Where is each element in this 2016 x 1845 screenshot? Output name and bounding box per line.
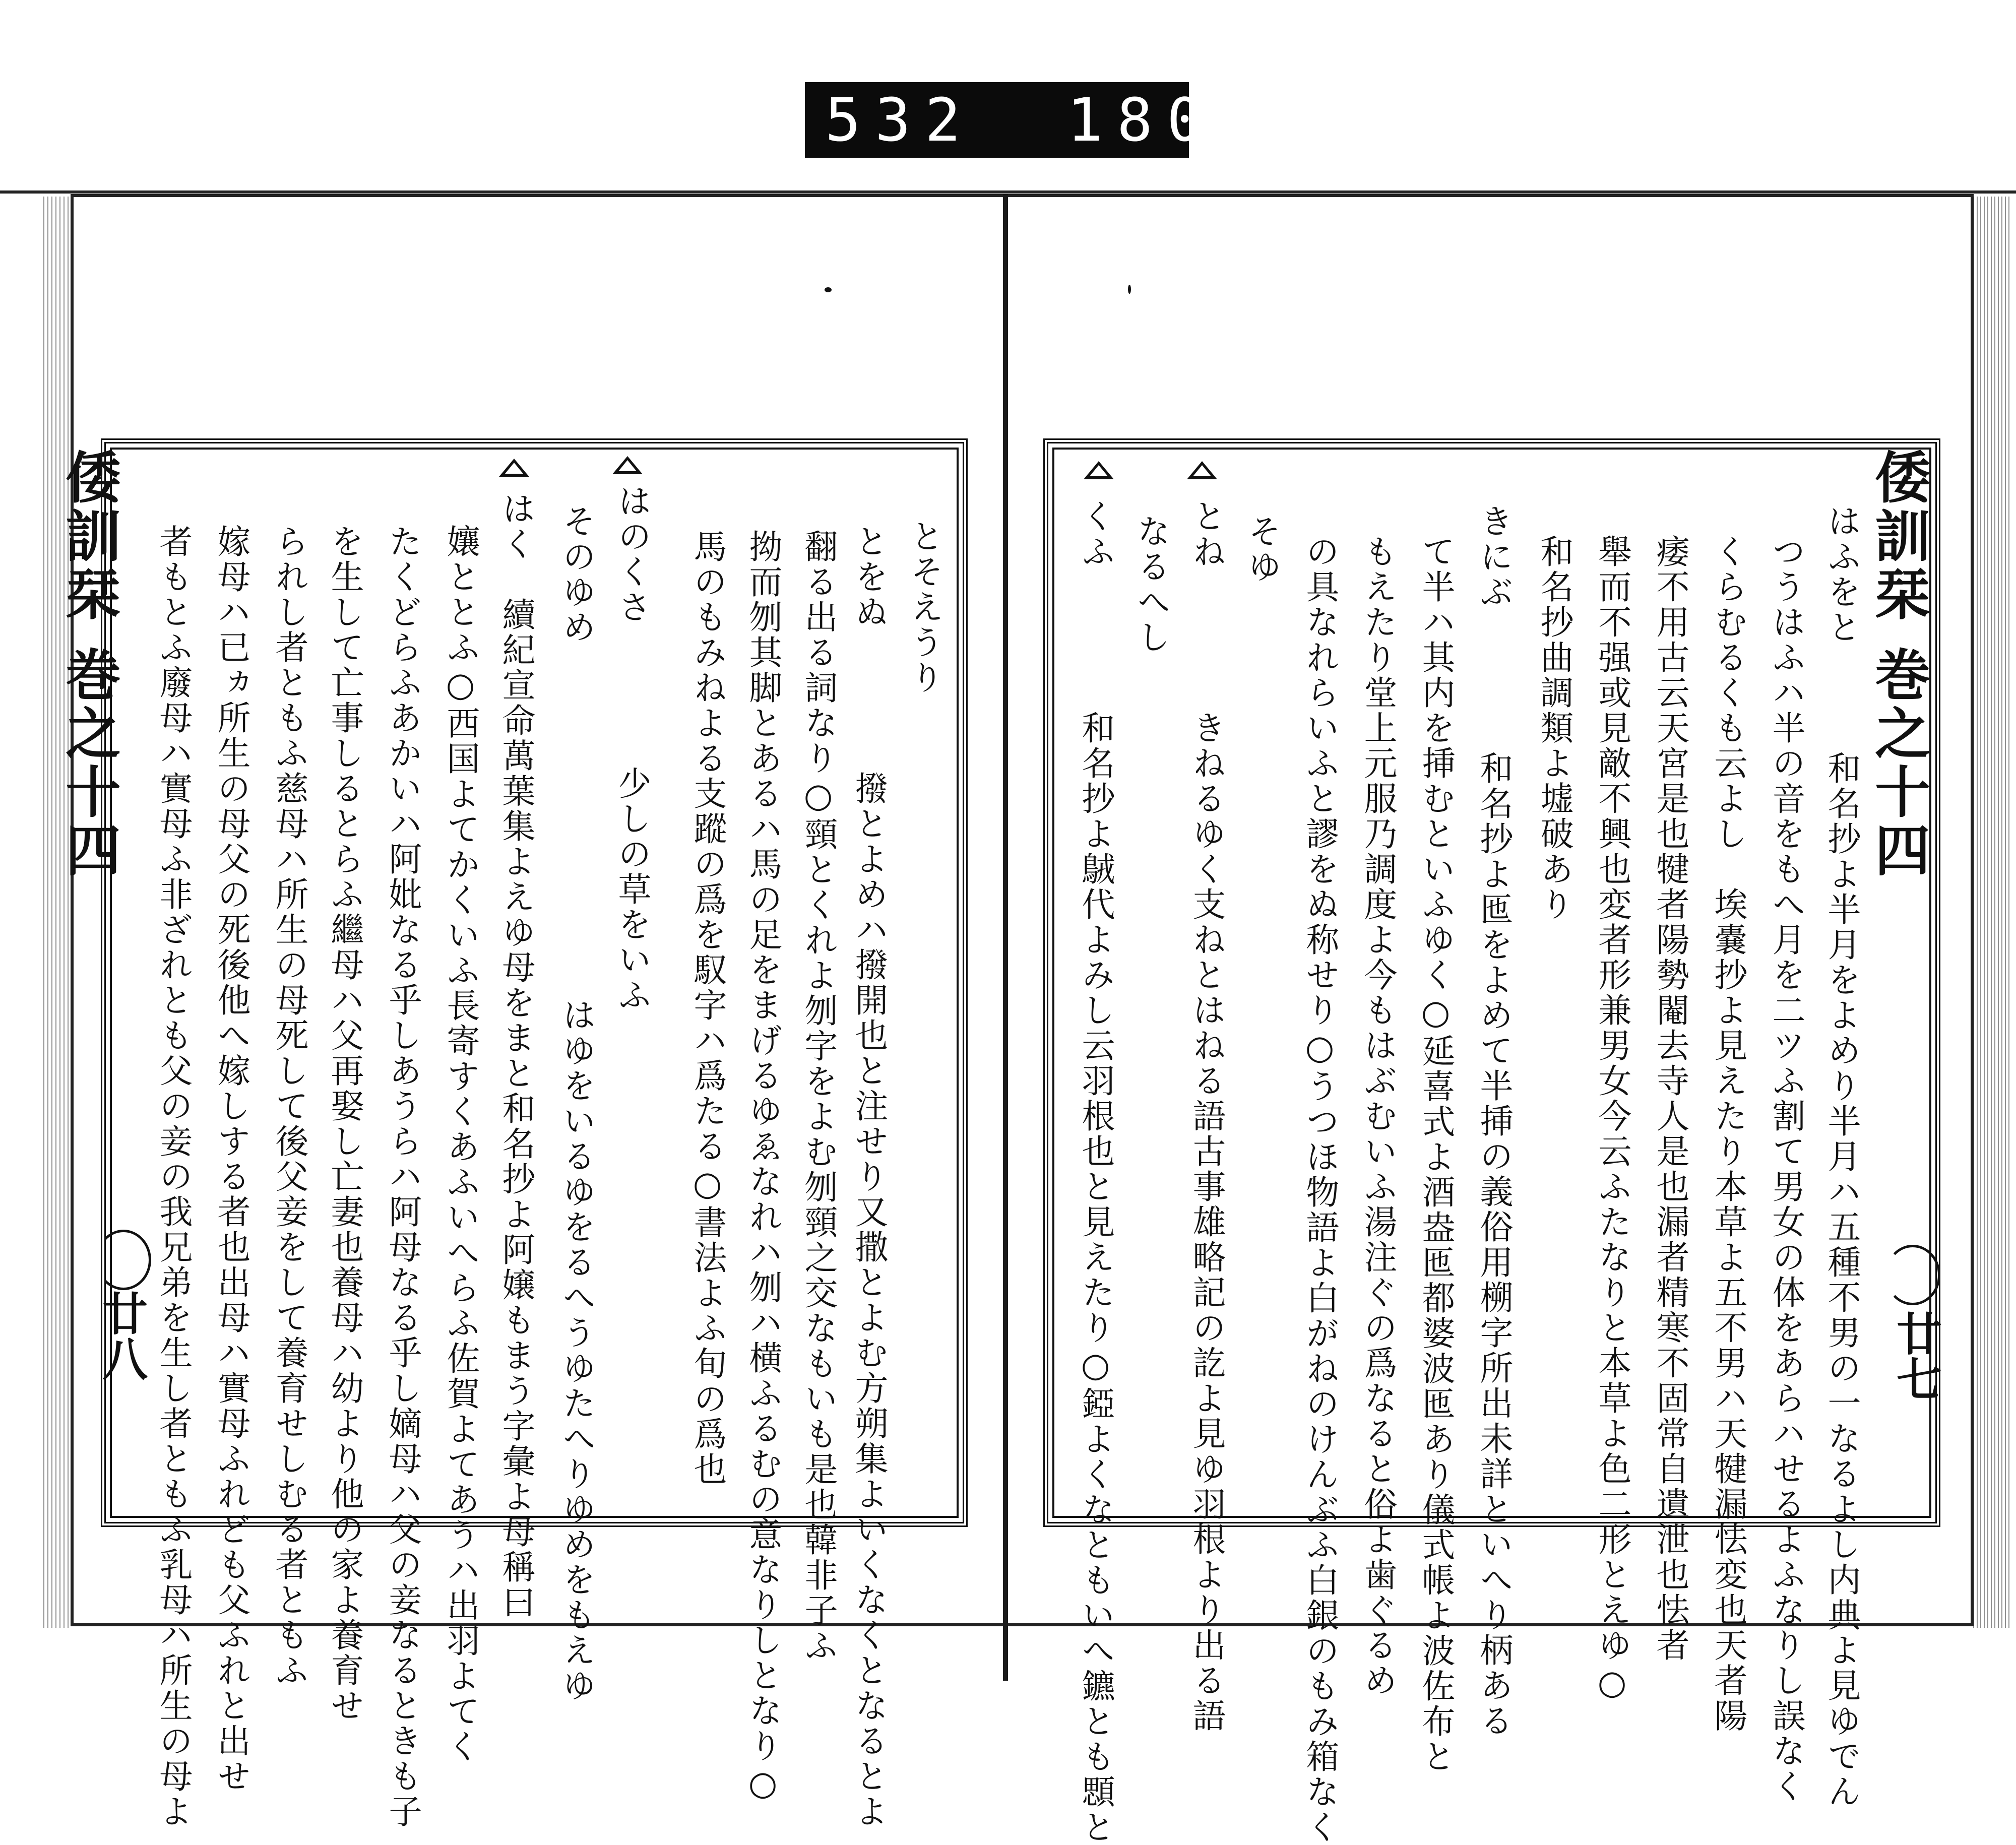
- left-text-column: はく 續紀宣命萬葉集よえゆ母をまと和名抄よ阿嬢もまう字彙よ母稱曰: [496, 491, 535, 1620]
- right-text-column: 和名抄曲調類よ墟破あり: [1535, 534, 1573, 922]
- book-spine: [1003, 194, 1008, 1681]
- entry-marker-triangle: [1187, 461, 1217, 479]
- left-text-column: 孃ととふ○西国よてかくいふ長寄すくあふいへらふ佐賀よてあうハ出羽よてく: [441, 524, 480, 1764]
- left-text-column: 拗而刎其脚とあるハ馬の足をまげるゆゑなれハ刎ハ横ふるむの意なりしとなり○: [743, 529, 782, 1805]
- entry-marker-triangle: [612, 456, 643, 474]
- left-text-column: たくどらふあかいハ阿妣なる乎しあうらハ阿母なる乎し嫡母ハ父の妾なるときも子: [383, 524, 422, 1829]
- catalog-number-left: 532: [825, 85, 975, 155]
- right-text-column: つうはふハ半の音をもへ月を二ツふ割て男女の体をあらハせるよふなりし誤なく: [1767, 534, 1805, 1804]
- right-text-column: はふをと 和名抄よ半月をよめり半月ハ五種不男の一なるよし内典よ見ゆでん: [1822, 504, 1861, 1809]
- scan-top-line: [0, 190, 2016, 194]
- left-page-side-title: 倭訓栞 巻之十四: [56, 449, 121, 880]
- fish-tail-mark-right: [1885, 1245, 1940, 1305]
- right-page-folio: 廿七: [1888, 1310, 1942, 1401]
- left-text-column: 翻る出る詞なり○頸とくれよ刎字をよむ刎頸之交なもいも是也韓非子ふ: [799, 529, 838, 1664]
- left-text-column: とそえうり: [905, 519, 943, 695]
- entry-marker-triangle: [1084, 461, 1114, 479]
- left-text-column: はのくさ 少しの草をいふ: [612, 484, 651, 1013]
- left-text-column: そのゆめ はゆをいるゆをるへうゆたへりゆめをもえゆ: [557, 504, 596, 1703]
- left-text-column: られし者ともふ慈母ハ所生の母死して後父妾をして養育せしむる者ともふ: [270, 524, 308, 1688]
- right-text-column: とね きねるゆく支ねとはねる語古事雄略記の訖よ見ゆ羽根より出る語: [1187, 499, 1226, 1734]
- fish-tail-mark-left: [96, 1230, 151, 1290]
- catalog-number-right: 180.: [1067, 85, 1267, 155]
- right-text-column: きにぶ 和名抄よ匜をよめて半挿の義俗用㮶字所出未詳といへり柄ある: [1474, 504, 1513, 1739]
- right-text-column: くらむるくも云よし 埃嚢抄よ見えたり本草よ五不男ハ天犍漏怯変也天者陽: [1709, 534, 1747, 1734]
- right-text-column: の具なれらいふと謬をぬ称せり○うつほ物語よ白がねのけんぶふ白銀のもみ箱なく: [1300, 534, 1339, 1845]
- catalog-label: [805, 82, 1267, 158]
- entry-marker-triangle: [499, 459, 529, 477]
- right-text-column: 舉而不强或見敵不興也変者形兼男女今云ふたなりと本草よ色二形とえゆ○: [1593, 534, 1631, 1704]
- page-edge-stack-left: [40, 197, 71, 1628]
- page-edge-stack-right: [1971, 197, 2011, 1628]
- left-page-folio: 廿八: [94, 1290, 148, 1381]
- left-text-column: とをぬ 撥とよめハ撥開也と注せり又撒とよむ方朔集よいくなくとなるとよ: [849, 524, 888, 1829]
- right-text-column: くふ 和名抄よ𪀚代よみし云羽根也と見えたり○錏よくなともいへ鑣とも顋と: [1076, 499, 1115, 1845]
- right-text-column: て半ハ其内を挿むといふゆく○延喜式よ酒盎匜都婆波匜あり儀式帳よ波佐布と: [1416, 534, 1455, 1774]
- left-text-column: を生して亡事しるとらふ繼母ハ父再娶し亡妻也養母ハ幼より他の家よ養育せ: [325, 524, 364, 1724]
- right-text-column: なるへし: [1131, 514, 1170, 655]
- left-text-column: 者もとふ廢母ハ實母ふ非ざれとも父の妾の我兄弟を生し者ともふ乳母ハ所生の母よ: [154, 524, 193, 1829]
- left-text-column: 嫁母ハ已ヵ所生の母父の死後他へ嫁しする者也出母ハ實母ふれども父ふれと出せ: [212, 524, 250, 1794]
- right-text-column: 痿不用古云天宮是也犍者陽勢閹去寺人是也漏者精寒不固常自遺泄也怯者: [1651, 534, 1689, 1663]
- ink-speck: [1128, 285, 1131, 294]
- right-text-column: そゆ: [1242, 514, 1281, 585]
- right-text-column: もえたり堂上元服乃調度よ今もはぶむいふ湯注ぐの爲なると俗よ歯ぐるめ: [1358, 534, 1397, 1698]
- right-page-side-title: 倭訓栞 巻之十四: [1866, 449, 1931, 880]
- left-text-column: 馬のもみねよる支蹤の爲を馭字ハ爲たる○書法よふ旬の爲也: [688, 529, 727, 1487]
- ink-speck: [825, 287, 832, 292]
